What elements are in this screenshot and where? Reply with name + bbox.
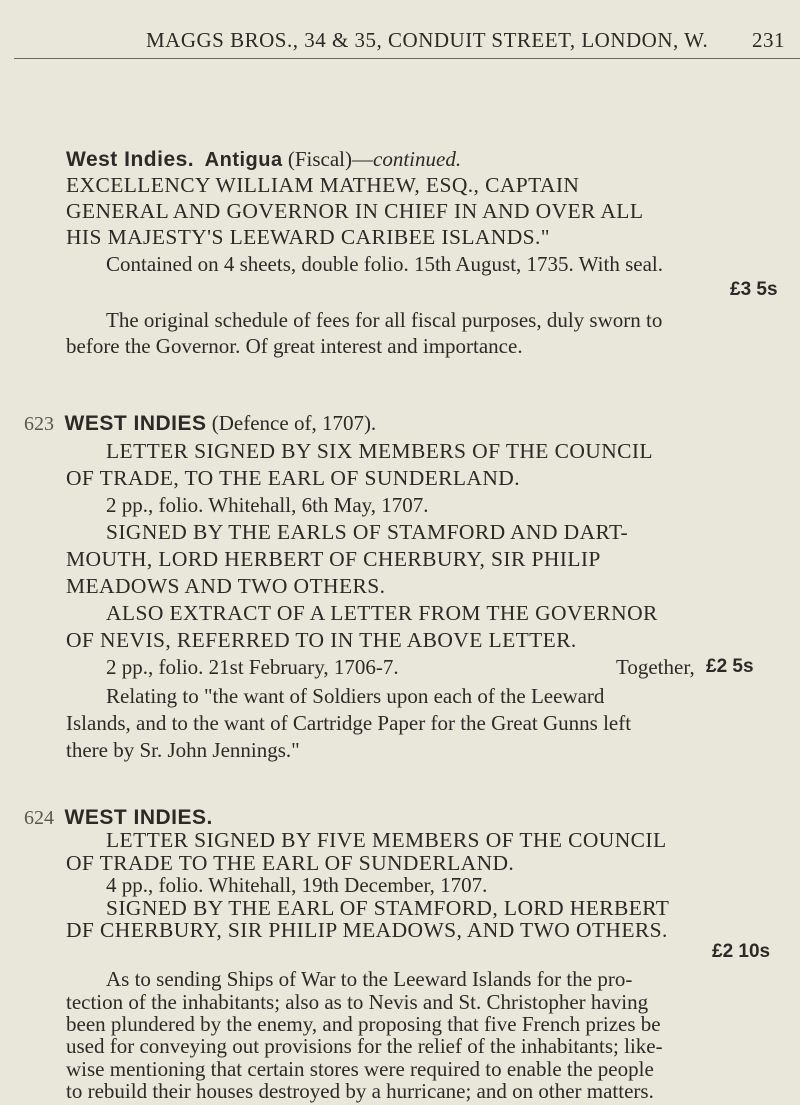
lot-continued-title-line: GENERAL AND GOVERNOR IN CHIEF IN AND OVER ALL [66,199,644,223]
lot-624-collation: 4 pp., folio. Whitehall, 19th December, 1707. [106,873,488,898]
lot-623-signed-line: MEADOWS AND TWO OTHERS. [66,574,386,598]
lot-continued-title-line: HIS MAJESTY'S LEEWARD CARIBEE ISLANDS." [66,225,550,249]
running-head-text: MAGGS BROS., 34 & 35, CONDUIT STREET, LONDON, W. [146,28,709,52]
lot-continued-heading-place: ntigua (Fiscal)— [219,147,374,171]
lot-623-note-line: there by Sr. John Jennings." [66,738,300,762]
lot-624-note-line: been plundered by the enemy, and proposing that five French prizes be [66,1012,661,1037]
lot-623-together: Together, [616,655,695,679]
lot-623-heading [24,410,376,437]
lot-623-title-line: OF TRADE, TO THE EARL OF SUNDERLAND. [66,466,520,490]
lot-624-note-line: As to sending Ships of War to the Leeward Islands for the pro- [106,967,633,992]
lot-624-note-line: to rebuild their houses destroyed by a hurricane; and on other matters. [66,1079,654,1104]
header-rule [14,58,800,59]
lot-number: 624 [24,807,54,830]
running-head [146,28,786,53]
lot-number: 623 [24,413,54,435]
lot-623-heading-bold: WEST INDIES [64,412,207,435]
lot-623-collation-2: 2 pp., folio. 21st February, 1706-7. [106,655,399,679]
lot-623-note-line: Relating to "the want of Soldiers upon each of the Leeward [106,684,605,708]
lot-624-note-line: used for conveying out provisions for the relief of the inhabitants; like- [66,1034,663,1059]
lot-624-price: £2 10s [712,941,771,963]
lot-continued-title-line: EXCELLENCY WILLIAM MATHEW, ESQ., CAPTAIN [66,173,580,197]
lot-624-note-line: tection of the inhabitants; also as to Nevis and St. Christopher having [66,989,649,1014]
lot-continued-heading-bold: West Indies. [66,148,195,171]
lot-623-collation: 2 pp., folio. Whitehall, 6th May, 1707. [106,493,429,517]
lot-624-title-line: OF TRADE TO THE EARL OF SUNDERLAND. [66,850,515,875]
lot-623-note-line: Islands, and to the want of Cartridge Paper for the Great Gunns left [66,711,632,735]
lot-623-extract-line: ALSO EXTRACT OF A LETTER FROM THE GOVERNOR [106,601,658,625]
lot-continued-note-line: before the Governor. Of great interest and importance. [66,334,523,358]
lot-continued-heading-cont: continued. [373,147,462,171]
lot-continued-heading: West Indies. Antigua (Fiscal)—continued. [66,147,462,171]
lot-623-extract-line: OF NEVIS, REFERRED TO IN THE ABOVE LETTER. [66,628,577,652]
lot-623-price: £2 5s [706,656,754,677]
lot-continued-price: £3 5s [730,279,778,300]
lot-624-signed-line: SIGNED BY THE EARL OF STAMFORD, LORD HERBERT [106,895,670,920]
lot-623-signed-line: MOUTH, LORD HERBERT OF CHERBURY, SIR PHILIP [66,547,601,571]
lot-624-signed-line: DF CHERBURY, SIR PHILIP MEADOWS, AND TWO OTHERS. [66,918,668,943]
lot-624-title-line: LETTER SIGNED BY FIVE MEMBERS OF THE COUNCIL [106,828,667,853]
lot-continued-note-line: The original schedule of fees for all fiscal purposes, duly sworn to [106,308,663,332]
lot-623-heading-rest: (Defence of, 1707). [211,411,377,435]
lot-623-signed-line: SIGNED BY THE EARLS OF STAMFORD AND DART- [106,520,629,544]
lot-623-title-line: LETTER SIGNED BY SIX MEMBERS OF THE COUNCIL [106,439,653,463]
lot-624-heading-bold: WEST INDIES. [64,806,213,830]
lot-624-note-line: wise mentioning that certain stores were required to enable the people [66,1056,654,1081]
page-number: 231 [752,28,785,52]
lot-continued-collation: Contained on 4 sheets, double folio. 15th August, 1735. With seal. [106,252,663,276]
